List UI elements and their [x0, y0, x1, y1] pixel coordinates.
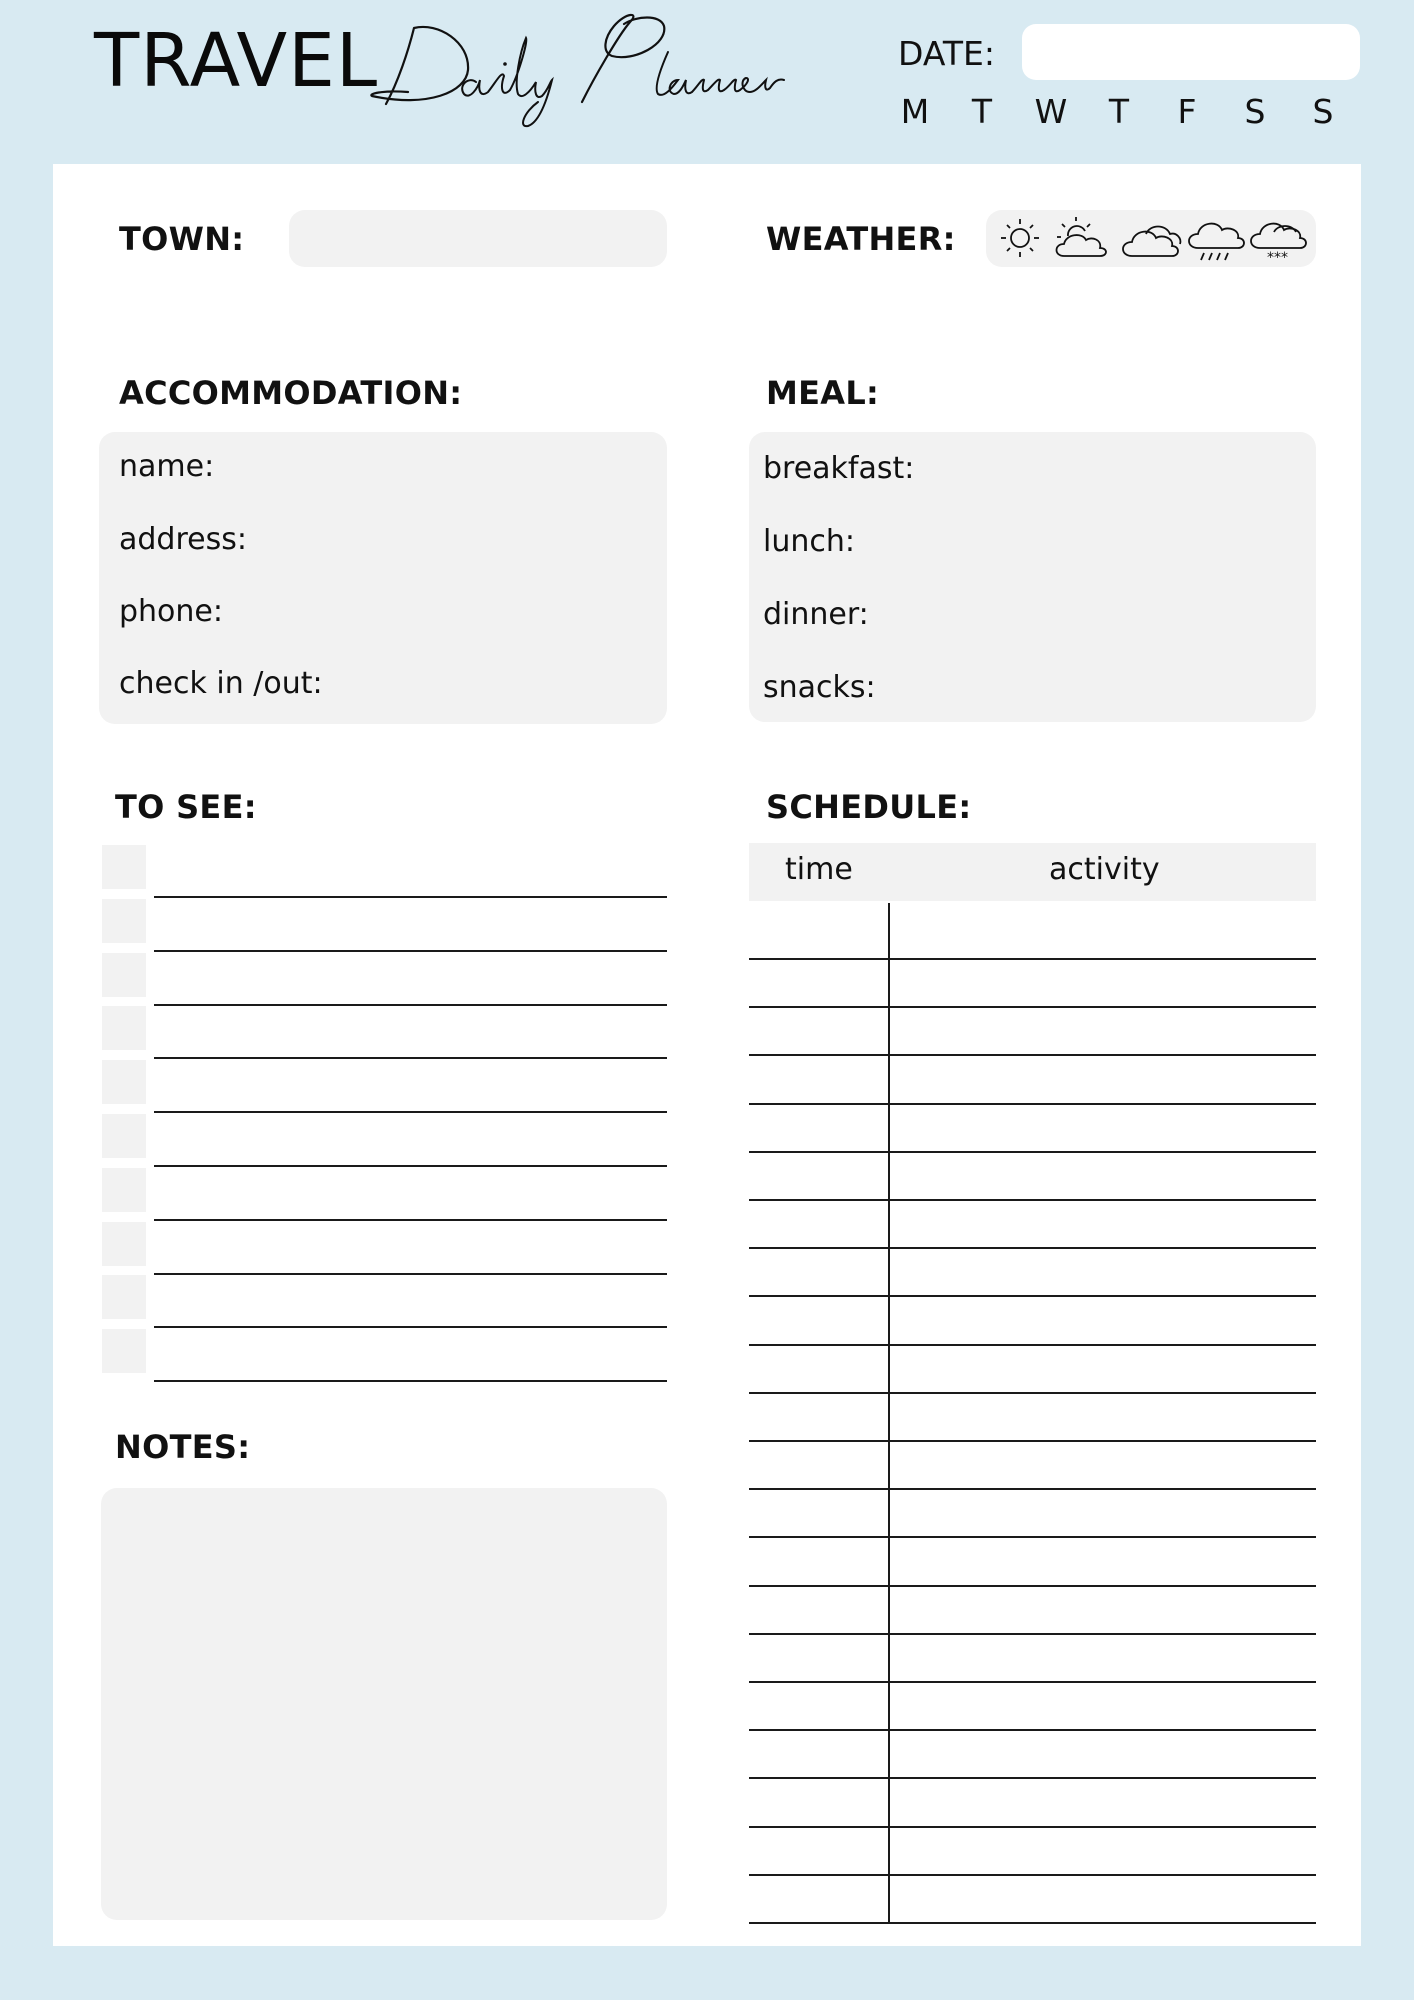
- to-see-label: TO SEE:: [115, 788, 257, 826]
- schedule-row-line[interactable]: [749, 1344, 1316, 1346]
- schedule-row-line[interactable]: [749, 1729, 1316, 1731]
- svg-text:***: ***: [1267, 250, 1288, 266]
- to-see-checkbox[interactable]: [102, 1275, 146, 1319]
- weekday-wednesday[interactable]: W: [1034, 92, 1068, 131]
- to-see-line[interactable]: [154, 1380, 667, 1382]
- notes-field[interactable]: [101, 1488, 667, 1920]
- schedule-row-line[interactable]: [749, 1585, 1316, 1587]
- meal-lunch-label: lunch:: [763, 524, 855, 559]
- to-see-checkbox[interactable]: [102, 1114, 146, 1158]
- schedule-activity-header: activity: [1049, 852, 1160, 887]
- to-see-line[interactable]: [154, 1004, 667, 1006]
- weather-label: WEATHER:: [766, 220, 956, 258]
- schedule-row-line[interactable]: [749, 1536, 1316, 1538]
- accommodation-address-label: address:: [119, 522, 247, 557]
- to-see-line[interactable]: [154, 1273, 667, 1275]
- title-travel: TRAVEL: [94, 18, 379, 104]
- to-see-checkbox[interactable]: [102, 1168, 146, 1212]
- schedule-row-line[interactable]: [749, 1874, 1316, 1876]
- weekday-thursday[interactable]: T: [1108, 92, 1130, 131]
- to-see-checkbox[interactable]: [102, 845, 146, 889]
- schedule-row-line[interactable]: [749, 1681, 1316, 1683]
- schedule-row-line[interactable]: [749, 958, 1316, 960]
- schedule-row-line[interactable]: [749, 1488, 1316, 1490]
- to-see-line[interactable]: [154, 1057, 667, 1059]
- town-field[interactable]: [289, 210, 667, 267]
- to-see-line[interactable]: [154, 896, 667, 898]
- sun-icon[interactable]: [1001, 219, 1039, 257]
- schedule-row-line[interactable]: [749, 1295, 1316, 1297]
- to-see-checkbox[interactable]: [102, 953, 146, 997]
- weekday-tuesday[interactable]: T: [971, 92, 993, 131]
- meal-breakfast-label: breakfast:: [763, 451, 915, 486]
- to-see-line[interactable]: [154, 950, 667, 952]
- to-see-checkbox[interactable]: [102, 899, 146, 943]
- to-see-checkbox[interactable]: [102, 1222, 146, 1266]
- weekday-sunday[interactable]: S: [1312, 92, 1334, 131]
- partly-cloudy-icon[interactable]: [1057, 217, 1107, 256]
- to-see-checkbox[interactable]: [102, 1006, 146, 1050]
- schedule-row-line[interactable]: [749, 1777, 1316, 1779]
- weekday-monday[interactable]: M: [900, 92, 930, 131]
- accommodation-checkin-label: check in /out:: [119, 666, 323, 701]
- weekday-friday[interactable]: F: [1177, 92, 1197, 131]
- schedule-row-line[interactable]: [749, 1247, 1316, 1249]
- to-see-checkbox[interactable]: [102, 1329, 146, 1373]
- schedule-row-line[interactable]: [749, 1392, 1316, 1394]
- rain-icon[interactable]: [1189, 224, 1244, 260]
- accommodation-name-label: name:: [119, 449, 215, 484]
- to-see-line[interactable]: [154, 1111, 667, 1113]
- schedule-row-line[interactable]: [749, 1440, 1316, 1442]
- schedule-row-line[interactable]: [749, 1922, 1316, 1924]
- meal-dinner-label: dinner:: [763, 597, 869, 632]
- date-field[interactable]: [1022, 24, 1360, 80]
- schedule-row-line[interactable]: [749, 1199, 1316, 1201]
- date-label: DATE:: [898, 34, 995, 73]
- schedule-row-line[interactable]: [749, 1054, 1316, 1056]
- schedule-row-line[interactable]: [749, 1103, 1316, 1105]
- town-label: TOWN:: [119, 220, 245, 258]
- weather-selector: [986, 210, 1316, 267]
- to-see-line[interactable]: [154, 1219, 667, 1221]
- cloud-icon[interactable]: [1123, 227, 1180, 257]
- schedule-row-line[interactable]: [749, 1151, 1316, 1153]
- schedule-time-header: time: [785, 852, 853, 887]
- title-script-daily-planner: [368, 12, 788, 140]
- meal-label: MEAL:: [766, 374, 880, 412]
- accommodation-label: ACCOMMODATION:: [119, 374, 463, 412]
- schedule-header: [749, 843, 1316, 901]
- schedule-row-line[interactable]: [749, 1826, 1316, 1828]
- to-see-line[interactable]: [154, 1326, 667, 1328]
- schedule-row-line[interactable]: [749, 1006, 1316, 1008]
- accommodation-phone-label: phone:: [119, 594, 223, 629]
- weekday-saturday[interactable]: S: [1244, 92, 1266, 131]
- meal-snacks-label: snacks:: [763, 670, 876, 705]
- schedule-label: SCHEDULE:: [766, 788, 972, 826]
- schedule-row-line[interactable]: [749, 1633, 1316, 1635]
- notes-label: NOTES:: [115, 1428, 251, 1466]
- snow-icon[interactable]: [1251, 224, 1306, 266]
- to-see-checkbox[interactable]: [102, 1060, 146, 1104]
- to-see-line[interactable]: [154, 1165, 667, 1167]
